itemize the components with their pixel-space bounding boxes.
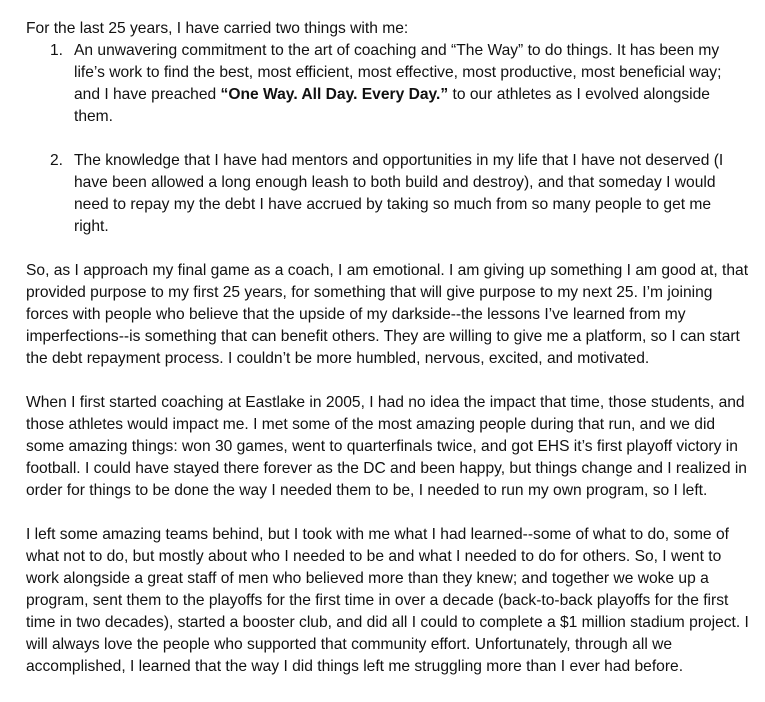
- list-item-2-text: The knowledge that I have had mentors and opportunities in my life that I have not deserved (I have been allowed a long enough leash to both build and destroy), and that someday I would need to repay my the debt I have accrued by taking so much from so many people to get me right.: [74, 152, 724, 235]
- list-item-1-bold-motto: “One Way. All Day. Every Day.”: [220, 86, 449, 103]
- list-item-1: [26, 40, 749, 128]
- list-item-2: [26, 150, 749, 238]
- paragraph-eastlake: When I first started coaching at Eastlake in 2005, I had no idea the impact that time, those students, and those athletes would impact me. I met some of the most amazing people during that run, and we did some amazing things: won 30 games, went to quarterfinals twice, and got EHS it’s first playoff victory in football. I could have stayed there forever as the DC and been happy, but things change and I realized in order for things to be done the way I needed them to be, I needed to run my own program, so I left.: [26, 394, 747, 499]
- paragraph-new-program: I left some amazing teams behind, but I took with me what I had learned--some of what to do, some of what not to do, but mostly about who I needed to be and what I needed to do for others. So, I went to work alongside a great staff of men who believed more than they knew; and together we woke up a program, sent them to the playoffs for the first time in over a decade (back-to-back playoffs for the first time in two decades), started a booster club, and did all I could to complete a $1 million stadium project. I will always love the people who supported that community effort. Unfortunately, through all we accomplished, I learned that the way I did things left me struggling more than I ever had before.: [26, 526, 749, 675]
- list-number-1: 1.: [50, 42, 64, 59]
- paragraph-final-game: So, as I approach my final game as a coach, I am emotional. I am giving up something I am good at, that provided purpose to my first 25 years, for something that will give purpose to my next 25. I’m joining forces with people who believe that the upside of my darkside--the lessons I’ve learned from my imperfections--is something that can benefit others. They are willing to give me a platform, so I can start the debt repayment process. I couldn’t be more humbled, nervous, excited, and motivated.: [26, 262, 749, 367]
- list-item-1-text-before: An unwavering commitment to the art of coaching and “The Way” to do things. It has been my life’s work to find the best, most efficient, most effective, most productive, most beneficial way; and I have preached: [74, 42, 722, 103]
- numbered-list: [26, 40, 749, 238]
- list-item-1-text-after: to our athletes as I evolved alongside them.: [74, 86, 710, 125]
- list-number-2: 2.: [50, 152, 64, 169]
- intro-line: For the last 25 years, I have carried two things with me:: [26, 20, 409, 37]
